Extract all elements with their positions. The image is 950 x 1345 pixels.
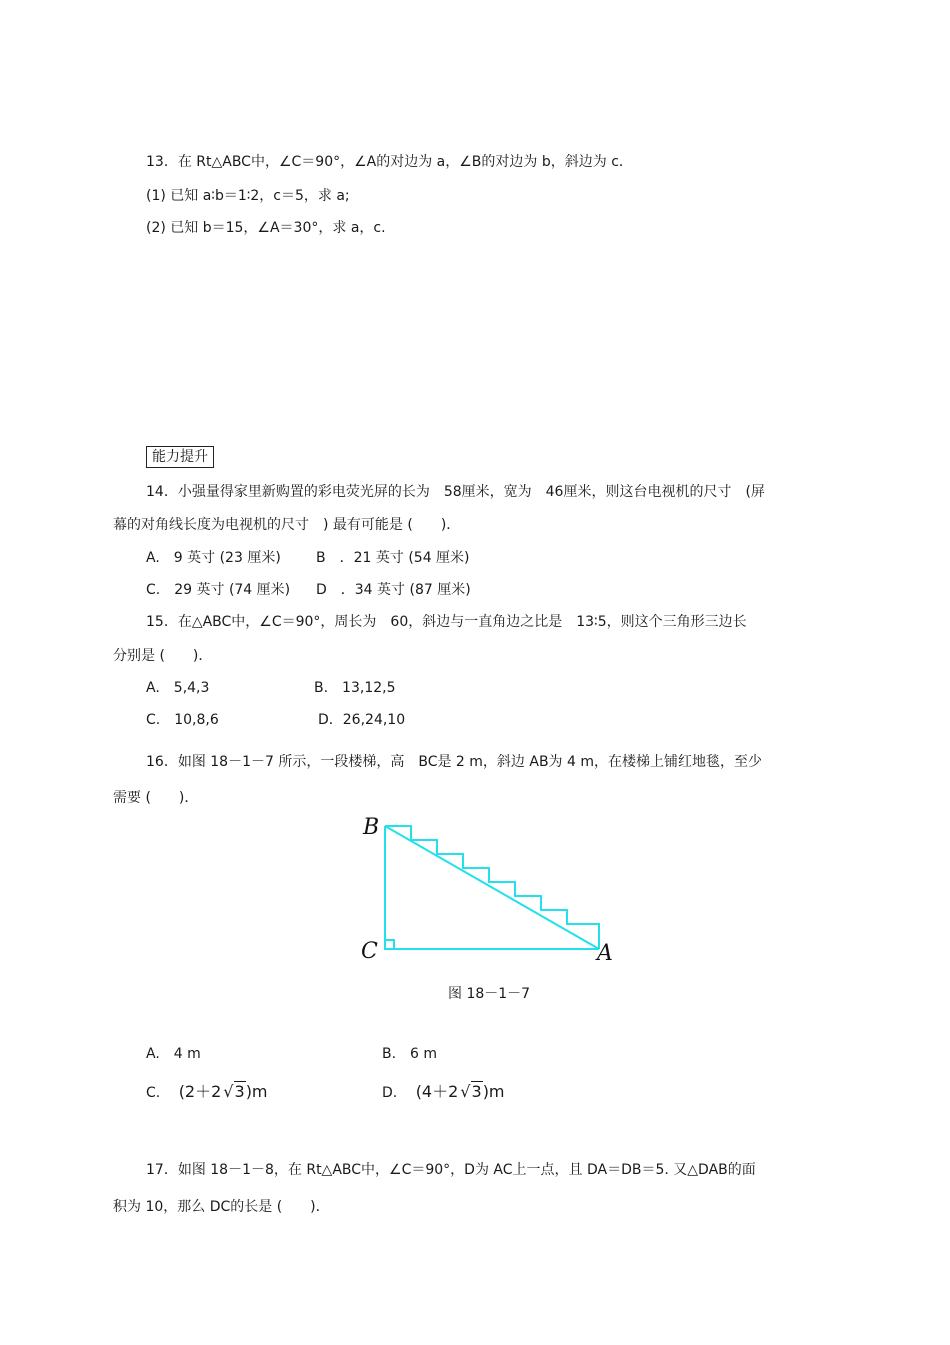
q15-stem-line1: 15．在△ABC中，∠C＝90°，周长为 60，斜边与一直角边之比是 13∶5，则这个三角形三边长 — [146, 614, 747, 630]
q15-option-b: B. 13,12,5 — [314, 680, 396, 696]
label-a: A — [597, 941, 613, 966]
q16-stem-line2: 需要 ( )． — [113, 790, 199, 806]
q16-stem-line1: 16．如图 18－1－7 所示，一段楼梯，高 BC是 2 m，斜边 AB为 4 m，在楼梯上铺红地毯，至少 — [146, 754, 762, 770]
q14-stem-line1: 14．小强量得家里新购置的彩电荧光屏的长为 58厘米，宽为 46厘米，则这台电视机的尺寸 (屏 — [146, 484, 765, 500]
q16-option-d-label: D. — [382, 1085, 398, 1101]
q16-option-d — [382, 1082, 505, 1103]
q16-option-d-pre: (4＋2 — [415, 1082, 459, 1101]
q17-stem-line2: 积为 10，那么 DC的长是 ( )． — [113, 1199, 330, 1215]
q17-stem-line1: 17．如图 18－1－8，在 Rt△ABC中，∠C＝90°，D为 AC上一点，且 DA＝DB＝5. 又△DAB的面 — [146, 1162, 756, 1178]
q16-option-c — [146, 1082, 268, 1103]
q16-option-c-expr — [179, 1082, 268, 1101]
q14-option-d: D ．34 英寸 (87 厘米) — [316, 582, 471, 598]
q14-option-c: C. 29 英寸 (74 厘米) — [146, 582, 291, 598]
q15-option-a: A. 5,4,3 — [146, 680, 210, 696]
hypotenuse-ab — [385, 826, 599, 949]
q14-option-a: A. 9 英寸 (23 厘米) — [146, 550, 281, 566]
label-b: B — [363, 815, 380, 840]
q14-option-b: B ．21 英寸 (54 厘米) — [316, 550, 470, 566]
q16-option-c-pre: (2＋2 — [178, 1082, 222, 1101]
q16-option-c-label: C. — [146, 1085, 161, 1101]
q16-option-c-post: )m — [245, 1082, 268, 1101]
q15-stem-line2: 分别是 ( )． — [113, 648, 213, 664]
q15-option-d: D．26,24,10 — [318, 712, 406, 728]
q16-option-d-expr — [416, 1082, 505, 1101]
q16-option-d-post: )m — [482, 1082, 505, 1101]
q15-option-c: C. 10,8,6 — [146, 712, 219, 728]
label-c: C — [361, 939, 378, 964]
right-angle-mark — [385, 940, 394, 949]
q16-option-c-radicand: 3 — [234, 1082, 245, 1101]
q13-part2: (2) 已知 b＝15，∠A＝30°，求 a，c. — [146, 220, 386, 236]
q13-part1: (1) 已知 a∶b＝1∶2，c＝5，求 a; — [146, 188, 350, 204]
q16-option-b: B. 6 m — [382, 1046, 438, 1062]
q13-stem: 13．在 Rt△ABC中，∠C＝90°，∠A的对边为 a，∠B的对边为 b，斜边为 c． — [146, 154, 633, 170]
q14-stem-line2: 幕的对角线长度为电视机的尺寸 ) 最有可能是 ( )． — [113, 517, 461, 533]
staircase-figure — [355, 812, 625, 972]
figure-caption: 图 18－1－7 — [448, 986, 531, 1002]
section-tag: 能力提升 — [146, 446, 214, 468]
sqrt-symbol: √3 — [460, 1082, 482, 1101]
q16-option-a: A. 4 m — [146, 1046, 201, 1062]
sqrt-symbol: √3 — [223, 1082, 245, 1101]
q16-option-d-radicand: 3 — [471, 1082, 482, 1101]
